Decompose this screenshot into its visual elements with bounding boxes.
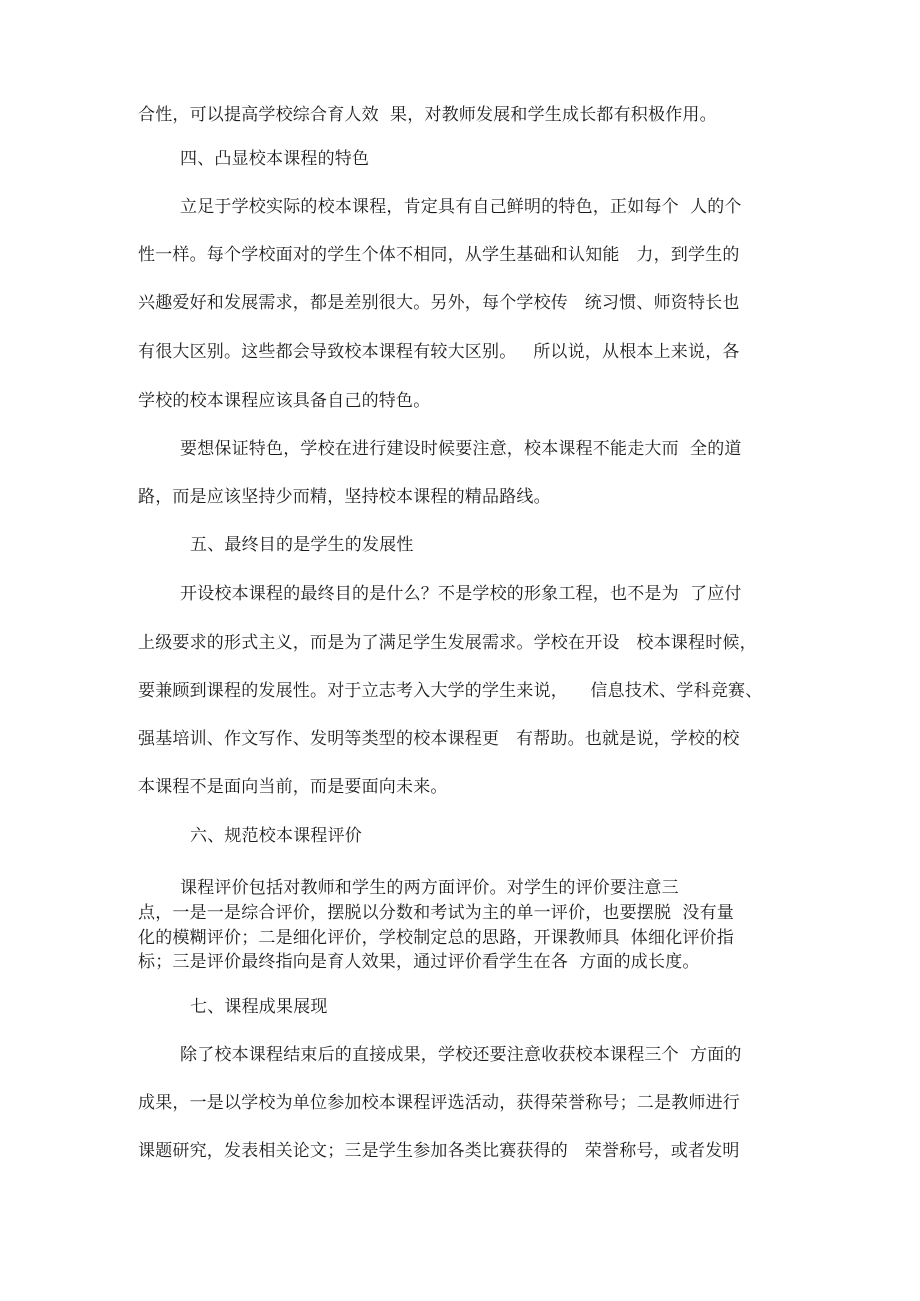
paragraph-line: 点，一是一是综合评价，摆脱以分数和考试为主的单一评价，也要摆脱 没有量	[138, 903, 735, 923]
paragraph-line: 路，而是应该坚持少而精，坚持校本课程的精品路线。	[138, 487, 551, 507]
paragraph-line: 标；三是评价最终指向是育人效果，通过评价看学生在各 方面的成长度。	[138, 952, 700, 972]
section-heading-5: 五、最终目的是学生的发展性	[190, 535, 414, 555]
paragraph-line: 合性，可以提高学校综合育人效 果，对教师发展和学生成长都有积极作用。	[138, 105, 717, 125]
paragraph-line: 上级要求的形式主义，而是为了满足学生发展需求。学校在开设 校本课程时候，	[138, 633, 757, 653]
paragraph-line: 立足于学校实际的校本课程，肯定具有自己鲜明的特色，正如每个 人的个	[180, 197, 742, 217]
paragraph-line: 课程评价包括对教师和学生的两方面评价。对学生的评价要注意三	[180, 878, 679, 898]
section-heading-6: 六、规范校本课程评价	[190, 826, 362, 846]
paragraph-line: 兴趣爱好和发展需求，都是差别很大。另外，每个学校传 统习惯、师资特长也	[138, 293, 740, 313]
paragraph-line: 学校的校本课程应该具备自己的特色。	[138, 391, 431, 411]
paragraph-line: 要兼顾到课程的发展性。对于立志考入大学的学生来说， 信息技术、学科竞赛、	[138, 681, 763, 701]
paragraph-line: 成果，一是以学校为单位参加校本课程评选活动，获得荣誉称号；二是教师进行	[138, 1093, 740, 1113]
paragraph-line: 要想保证特色，学校在进行建设时候要注意，校本课程不能走大而 全的道	[180, 439, 742, 459]
paragraph-line: 本课程不是面向当前，而是要面向未来。	[138, 777, 448, 797]
paragraph-line: 性一样。每个学校面对的学生个体不相同，从学生基础和认知能 力，到学生的	[138, 245, 740, 265]
paragraph-line: 强基培训、作文写作、发明等类型的校本课程更 有帮助。也就是说，学校的校	[138, 729, 740, 749]
paragraph-line: 课题研究，发表相关论文；三是学生参加各类比赛获得的 荣誉称号，或者发明	[138, 1141, 740, 1161]
paragraph-line: 开设校本课程的最终目的是什么？不是学校的形象工程，也不是为 了应付	[180, 584, 742, 604]
section-heading-4: 四、凸显校本课程的特色	[180, 149, 370, 169]
paragraph-line: 有很大区别。这些都会导致校本课程有较大区别。 所以说，从根本上来说，各	[138, 342, 740, 362]
section-heading-7: 七、课程成果展现	[190, 997, 328, 1017]
paragraph-line: 化的模糊评价；二是细化评价，学校制定总的思路，开课教师具 体细化评价指	[138, 928, 735, 948]
paragraph-line: 除了校本课程结束后的直接成果，学校还要注意收获校本课程三个 方面的	[180, 1045, 742, 1065]
